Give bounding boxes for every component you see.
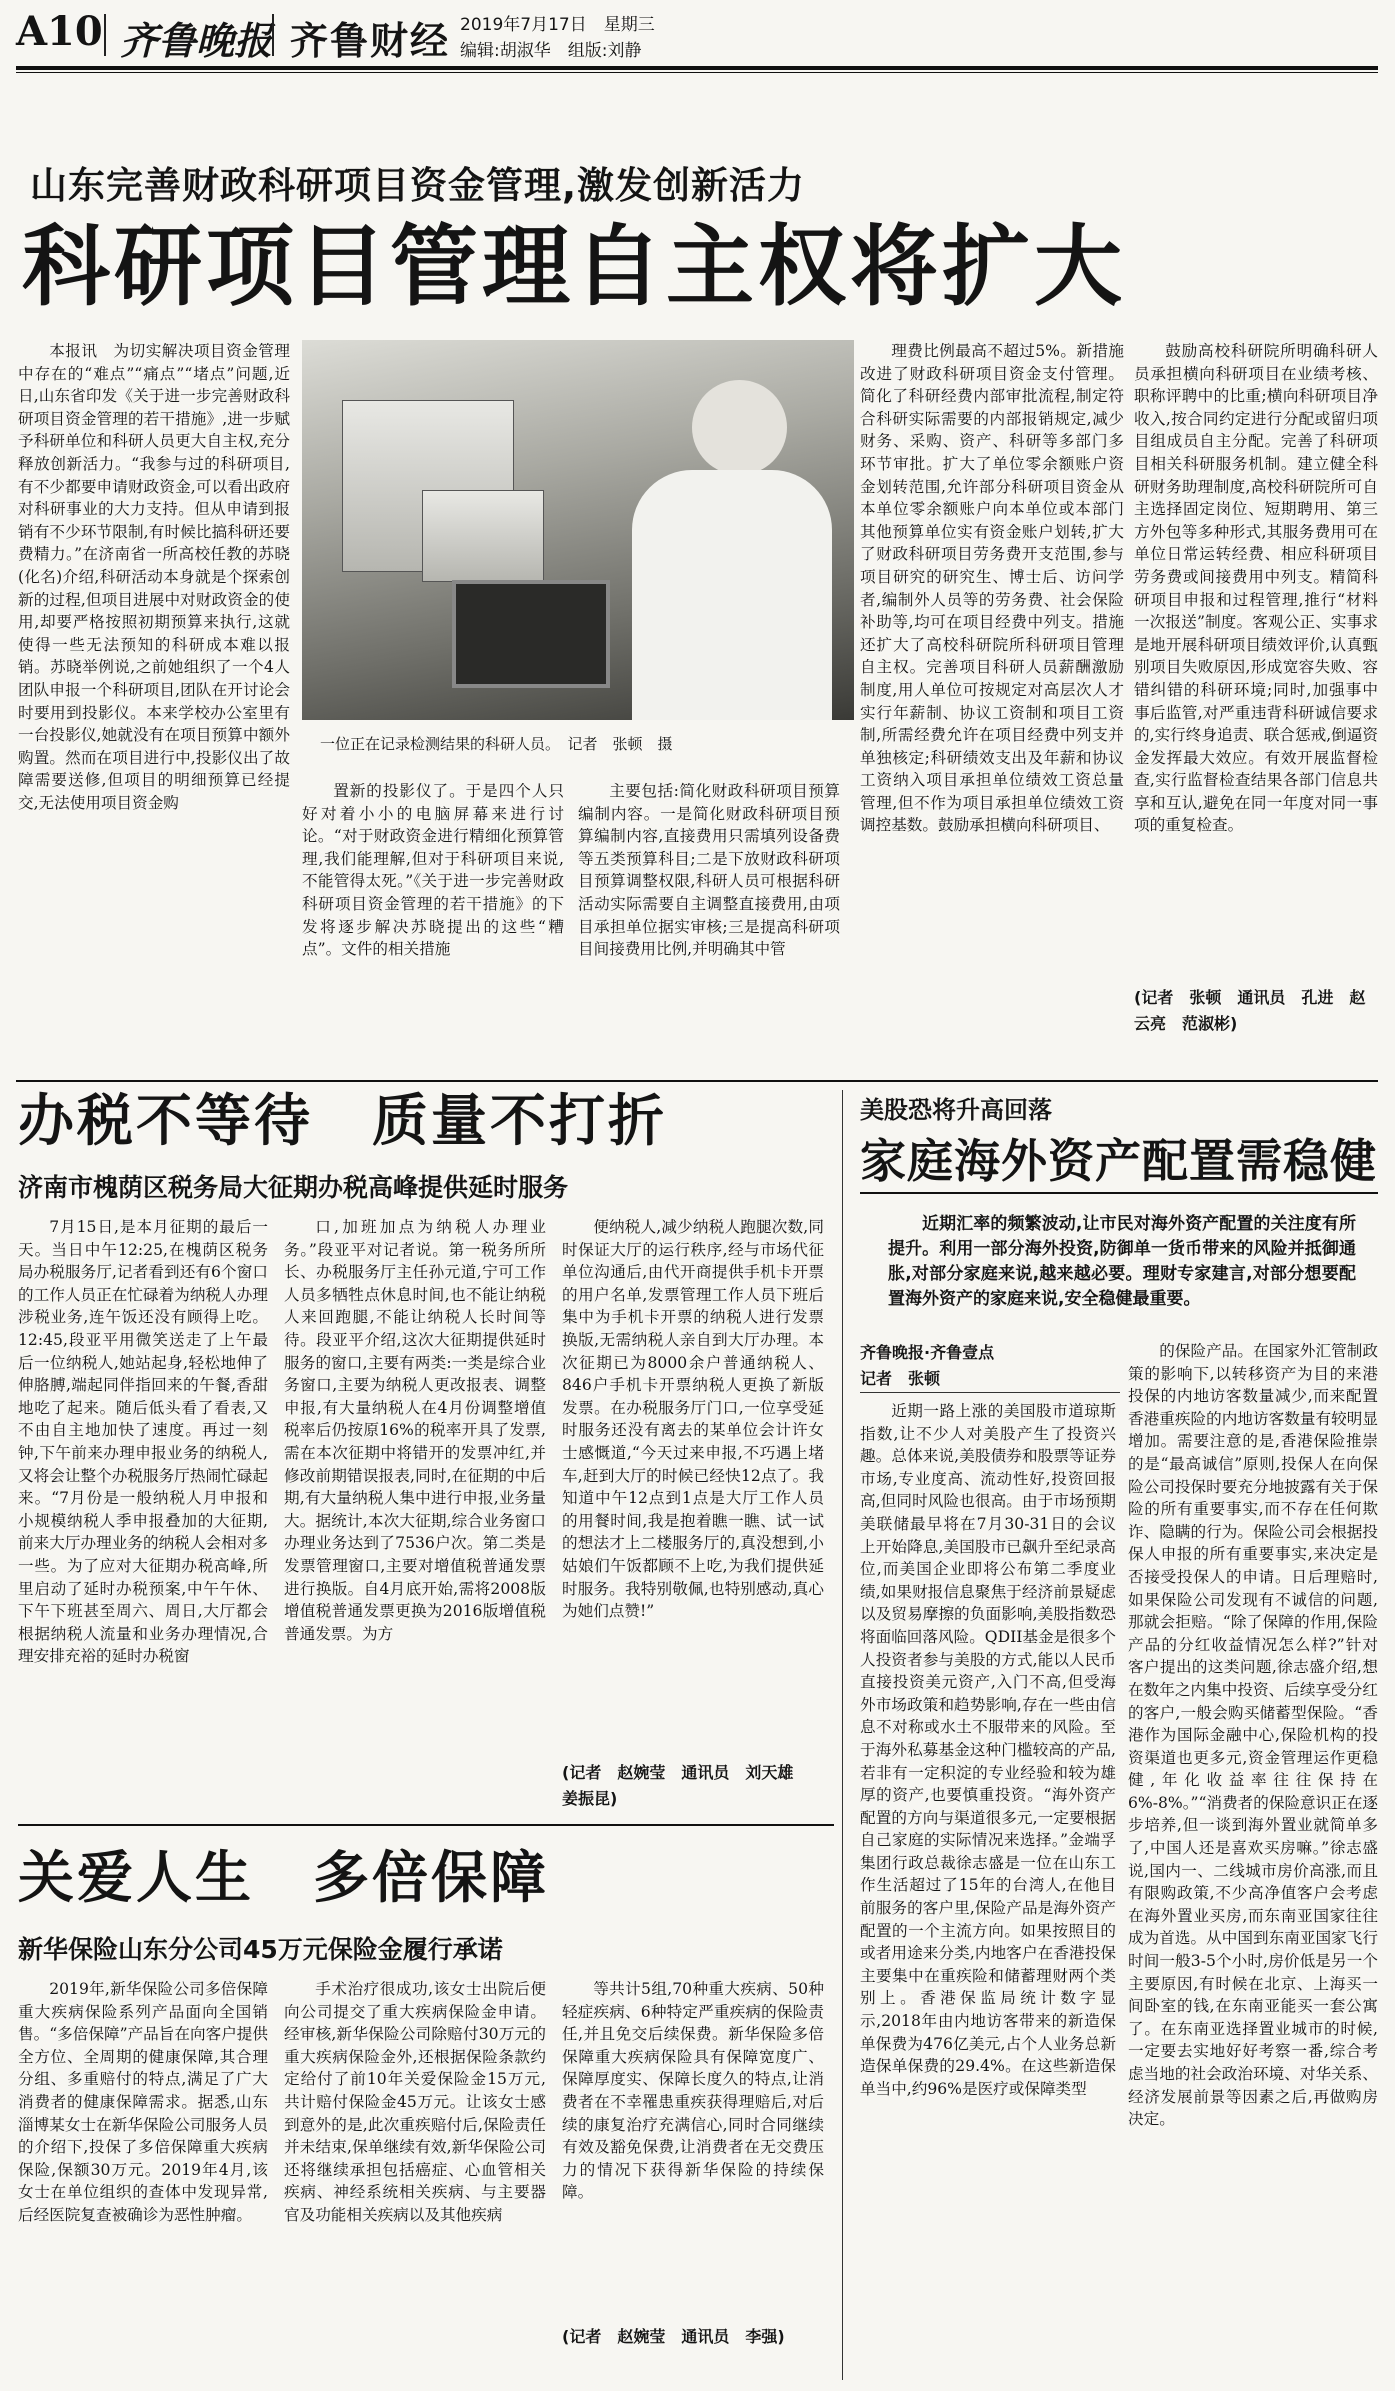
story2-subhead: 济南市槐荫区税务局大征期办税高峰提供延时服务 <box>18 1173 569 1202</box>
story1-kicker: 山东完善财政科研项目资金管理,激发创新活力 <box>30 164 806 207</box>
headline-rule <box>860 1192 1378 1194</box>
story3-headline: 关爱人生 多倍保障 <box>18 1845 549 1911</box>
header-divider <box>272 14 274 56</box>
column-divider <box>842 1090 843 2380</box>
story2-column-1: 7月15日,是本月征期的最后一天。当日中午12:25,在槐荫区税务局办税服务厅,记者看到还有6个窗口的工作人员正在忙碌着为纳税人办理涉税业务,连午饭还没有顾得上吃。12:45,段亚平用微笑送走了上午最后一位纳税人,她站起身,轻松地伸了伸胳膊,端起同伴指回来的午餐,香甜地吃了起来。随后低头看了看表,又不由自主地加快了速度。再过一刻钟,下午前来办理申报业务的纳税人,又将会让整个办税服务厅热闹忙碌起来。“7月份是一般纳税人月申报和小规模纳税人季申报叠加的大征期,前来大厅办理业务的纳税人会相对多一些。为了应对大征期办税高峰,所里启动了延时办税预案,中午午休、下午下班甚至周六、周日,大厅都会根据纳税人流量和业务办理情况,合理安排充裕的延时办税窗 <box>18 1218 268 1666</box>
section-title: 齐鲁财经 <box>290 19 451 63</box>
story4-column-1: 近期一路上涨的美国股市道琼斯指数,让不少人对美股产生了投资兴趣。总体来说,美股债券和股票等证券市场,专业度高、流动性好,投资回报高,但同时风险也很高。由于市场预期美联储最早将在7月30-31日的会议上开始降息,美国股市已飙升至纪录高位,而美国企业即将公布第二季度业绩,如果财报信息聚焦于经济前景疑虑以及贸易摩擦的负面影响,美股指数恐将面临回落风险。QDII基金是很多个人投资者参与美股的方式,能以人民币直接投资美元资产,入门不高,但受海外市场政策和趋势影响,存在一些由信息不对称或水土不服带来的风险。至于海外私募基金这种门槛较高的产品,若非有一定积淀的专业经验和较为雄厚的资产,也要慎重投资。“海外资产配置的方向与渠道很多元,一定要根据自己家庭的实际情况来选择。”金端孚集团行政总裁徐志盛是一位在山东工作生活超过了15年的台湾人,在他目前服务的客户里,保险产品是海外资产配置的一个主流方向。如果按照目的或者用途来分类,内地客户在香港投保主要集中在重疾险和储蓄理财两个类别上。香港保监局统计数字显示,2018年由内地访客带来的新造保单保费为476亿美元,占个人业务总新造保单保费的29.4%。在这些新造保单当中,约96%是医疗或保障类型 <box>860 1402 1116 2098</box>
story2-byline: (记者 赵婉莹 通讯员 刘天雄 姜振昆) <box>562 1763 810 1808</box>
newspaper-logo: 齐鲁晚报 <box>120 18 273 63</box>
story4-credit: 齐鲁晚报·齐鲁壹点 <box>860 1343 995 1362</box>
photo-caption: 一位正在记录检测结果的科研人员。 记者 张顿 摄 <box>320 735 673 753</box>
story1-column-2: 置新的投影仪了。于是四个人只好对着小小的电脑屏幕来进行讨论。“对于财政资金进行精细化预算管理,我们能理解,但对于科研项目来说,不能管得太死。”《关于进一步完善财政科研项目资金管理的若干措施》的下发将逐步解决苏晓提出的这些“糟点”。文件的相关措施 <box>302 782 564 959</box>
story2-column-3: 便纳税人,减少纳税人跑腿次数,同时保证大厅的运行秩序,经与市场代征单位沟通后,由代开商提供手机卡开票的用户名单,发票管理工作人员下班后集中为手机卡开票的纳税人进行发票换版,无需纳税人亲自到大厅办理。本次征期已为8000余户普通纳税人、846户手机卡开票纳税人更换了新版发票。在办税服务厅门口,一位享受延时服务还没有离去的某单位会计许女士感慨道,“今天过来申报,不巧遇上堵车,赶到大厅的时候已经快12点了。我知道中午12点到1点是大厅工作人员的用餐时间,我是抱着瞧一瞧、试一试的想法才上二楼服务厅的,真没想到,小姑娘们午饭都顾不上吃,为我们提供延时服务。我特别敬佩,也特别感动,真心为她们点赞!” <box>562 1218 824 1621</box>
story2-column-2: 口,加班加点为纳税人办理业务。”段亚平对记者说。第一税务所所长、办税服务厅主任孙元道,宁可工作人员多牺牲点休息时间,也不能让纳税人来回跑腿,不能让纳税人长时间等待。段亚平介绍,这次大征期提供延时服务的窗口,主要有两类:一类是综合业务窗口,主要为纳税人更改报表、调整申报,有大量纳税人在4月份调整增值税率后仍按原16%的税率开具了发票,需在本次征期中将错开的发票冲红,并修改前期错误报表,同时,在征期的中后期,有大量纳税人集中进行申报,业务量大。据统计,本次大征期,综合业务窗口办理业务达到了7536户次。第二类是发票管理窗口,主要对增值税普通发票进行换版。自4月底开始,需将2008版增值税普通发票更换为2016版增值税普通发票。为方 <box>284 1218 546 1643</box>
story1-column-4: 理费比例最高不超过5%。新措施改进了财政科研项目资金支付管理。简化了科研经费内部审批流程,制定符合科研实际需要的内部报销规定,减少财务、采购、资产、科研等多部门多环节审批。扩大了单位零余额账户资金划转范围,允许部分科研项目资金从本单位零余额账户向本单位或本部门其他预算单位实有资金账户划转,扩大了财政科研项目劳务费开支范围,参与项目研究的研究生、博士后、访问学者,编制外人员等的劳务费、社会保险补助等,均可在项目经费中列支。措施还扩大了高校科研院所科研项目管理自主权。完善项目科研人员薪酬激励制度,用人单位可按规定对高层次人才实行年薪制、协议工资制和项目工资制,所需经费允许在项目经费中列支并单独核定;科研绩效支出及年薪和协议工资纳入项目承担单位绩效工资总量管理,但不作为项目承担单位绩效工资调控基数。鼓励承担横向科研项目、 <box>860 342 1124 835</box>
story1-column-1: 本报讯 为切实解决项目资金管理中存在的“难点”“痛点”“堵点”问题,近日,山东省印发《关于进一步完善财政科研项目资金管理的若干措施》,进一步赋予科研单位和科研人员更大自主权,充分释放创新活力。“我参与过的科研项目,有不少都要申请财政资金,可以看出政府对科研事业的大力支持。但从申请到报销有不少环节限制,有时候比搞科研还要费精力。”在济南省一所高校任教的苏晓(化名)介绍,科研活动本身就是个探索创新的过程,但项目进展中对财政资金的使用,却要严格按照初期预算来执行,这就使得一些无法预知的科研成本难以报销。苏晓举例说,之前她组织了一个4人团队申报一个科研项目,团队在开讨论会时要用到投影仪。本来学校办公室里有一台投影仪,她就没有在项目预算中额外购置。然而在项目进行中,投影仪出了故障需要送修,但项目的明细预算已经提交,无法使用项目资金购 <box>18 342 290 812</box>
story4-kicker: 美股恐将升高回落 <box>860 1096 1052 1124</box>
story3-column-3: 等共计5组,70种重大疾病、50种轻症疾病、6种特定严重疾病的保险责任,并且免交后续保费。新华保险多倍保障重大疾病保险具有保障宽度广、保障厚度实、保障长度久的特点,让消费者在不幸罹患重疾获得理赔后,对后续的康复治疗充满信心,同时合同继续有效及豁免保费,让消费者在无交费压力的情况下获得新华保险的持续保障。 <box>562 1980 824 2202</box>
story4-headline: 家庭海外资产配置需稳健 <box>860 1134 1377 1188</box>
story1-column-3: 主要包括:简化财政科研项目预算编制内容。一是简化财政科研项目预算编制内容,直接费用只需填列设备费等五类预算科目;二是下放财政科研项目预算调整权限,科研人员可根据科研活动实际需要自主调整直接费用,由项目承担单位据实审核;三是提高科研项目间接费用比例,并明确其中管 <box>578 782 840 959</box>
story4-column-2: 的保险产品。在国家外汇管制政策的影响下,以转移资产为目的来港投保的内地访客数量减少,而来配置香港重疾险的内地访客数量有较明显增加。需要注意的是,香港保险推崇的是“最高诚信”原则,投保人在向保险公司投保时要充分地披露有关于保险的所有重要事实,而不存在任何欺诈、隐瞒的行为。保险公司会根据投保人申报的所有重要事实,来决定是否接受投保人的申请。日后理赔时,如果保险公司发现有不诚信的问题,那就会拒赔。“除了保障的作用,保险产品的分红收益情况怎么样?”针对客户提出的这类问题,徐志盛介绍,想在数年之内集中投资、后续享受分红的客户,一般会购买储蓄型保险。“香港作为国际金融中心,保险机构的投资渠道也更多元,资金管理运作更稳健,年化收益率往往保持在6%-8%。”“消费者的保险意识正在逐步培养,但一谈到海外置业就简单多了,中国人还是喜欢买房嘛。”徐志盛说,国内一、二线城市房价高涨,而且有限购政策,不少高净值客户会考虑在海外置业买房,而东南亚国家往往成为首选。从中国到东南亚国家飞行时间一般3-5个小时,房价低是另一个主要原因,有时候在北京、上海买一间卧室的钱,在东南亚能买一套公寓了。在东南亚选择置业城市的时候,一定要去实地好好考察一番,综合考虑当地的社会政治环境、对华关系、经济发展前景等因素之后,再做购房决定。 <box>1128 1342 1378 2129</box>
page-number: A10 <box>16 8 103 55</box>
computer-monitor <box>452 580 610 688</box>
issue-date: 2019年7月17日 星期三 <box>460 15 655 35</box>
story4-reporter: 记者 张顿 <box>860 1369 941 1388</box>
section-rule <box>16 1080 1378 1082</box>
story3-column-2: 手术治疗很成功,该女士出院后便向公司提交了重大疾病保险金申请。经审核,新华保险公司除赔付30万元的重大疾病保险金外,还根据保险条款约定给付了前10年关爱保险金15万元,共计赔付保险金45万元。让该女士感到意外的是,此次重疾赔付后,保险责任并未结束,保单继续有效,新华保险公司还将继续承担包括癌症、心血管相关疾病、神经系统相关疾病、与主要器官及功能相关疾病以及其他疾病 <box>284 1980 546 2224</box>
header-rule <box>16 66 1378 70</box>
researcher-coat <box>632 470 832 720</box>
lab-instrument <box>422 490 544 582</box>
story3-byline: (记者 赵婉莹 通讯员 李强) <box>562 2327 785 2346</box>
editor-credits: 编辑:胡淑华 组版:刘静 <box>460 41 642 61</box>
header-divider <box>104 14 106 56</box>
credit-rule <box>860 1392 1120 1393</box>
researcher-head <box>692 380 787 475</box>
story1-byline: (记者 张顿 通讯员 孔进 赵云亮 范淑彬) <box>1134 988 1366 1033</box>
lab-photo <box>302 340 854 720</box>
section-rule <box>18 1824 834 1826</box>
story3-subhead: 新华保险山东分公司45万元保险金履行承诺 <box>18 1935 503 1964</box>
story3-column-1: 2019年,新华保险公司多倍保障重大疾病保险系列产品面向全国销售。“多倍保障”产品旨在向客户提供全方位、全周期的健康保障,其合理分组、多重赔付的特点,满足了广大消费者的健康保障需求。据悉,山东淄博某女士在新华保险公司服务人员的介绍下,投保了多倍保障重大疾病保险,保额30万元。2019年4月,该女士在单位组织的查体中发现异常,后经医院复查被确诊为恶性肿瘤。 <box>18 1980 268 2224</box>
story1-column-5: 鼓励高校科研院所明确科研人员承担横向科研项目在业绩考核、职称评聘中的比重;横向科研项目净收入,按合同约定进行分配或留归项目组成员自主分配。完善了科研项目相关科研服务机制。建立健全科研财务助理制度,高校科研院所可自主选择固定岗位、短期聘用、第三方外包等多种形式,其服务费用可在单位日常运转经费、相应科研项目劳务费或间接费用中列支。精简科研项目申报和过程管理,推行“材料一次报送”制度。客观公正、实事求是地开展科研项目绩效评价,认真甄别项目失败原因,形成宽容失败、容错纠错的科研环境;同时,加强事中事后监管,对严重违背科研诚信要求的,实行终身追责、联合惩戒,倒逼资金发挥最大效应。有效开展监督检查,实行监督检查结果各部门信息共享和互认,避免在同一年度对同一事项的重复检查。 <box>1134 342 1378 835</box>
header-rule <box>16 72 1378 73</box>
story4-lead: 近期汇率的频繁波动,让市民对海外资产配置的关注度有所提升。利用一部分海外投资,防御单一货币带来的风险并抵御通胀,对部分家庭来说,越来越必要。理财专家建言,对部分想要配置海外资产的家庭来说,安全稳健最重要。 <box>888 1214 1356 1309</box>
story2-headline: 办税不等待 质量不打折 <box>18 1088 667 1154</box>
story1-headline: 科研项目管理自主权将扩大 <box>22 214 1127 318</box>
